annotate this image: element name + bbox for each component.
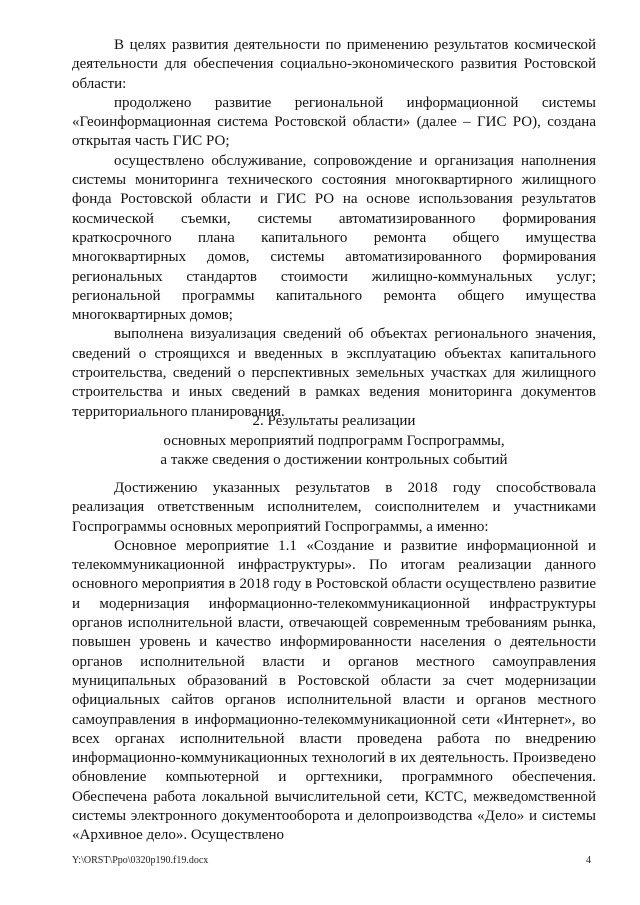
intro-paragraph: продолжено развитие региональной информационной системы «Геоинформационная система Ростовской области» (далее – ГИС РО), создана открытая часть ГИС РО; xyxy=(72,94,596,150)
section-heading-line: основных мероприятий подпрограмм Госпрограммы, xyxy=(163,432,505,449)
section-paragraph: Достижению указанных результатов в 2018 году способствовала реализация ответственным исполнителем, соисполнителем и участниками Госпрограммы основных мероприятий Госпрограммы, а именно: xyxy=(72,480,596,535)
footer-page-number: 4 xyxy=(586,855,591,866)
section-text-block xyxy=(72,479,596,846)
intro-text-block xyxy=(72,36,596,422)
section-heading xyxy=(72,412,596,471)
intro-paragraph: осуществлено обслуживание, сопровождение и организация наполнения системы мониторинга технического состояния многоквартирного жилищного фонда Ростовской области и ГИС РО на основе использования результатов космической съемки, системы автоматизированного формирования краткосрочного плана капитального ремонта общего имущества многоквартирных домов, системы автоматизированного формирования региональных стандартов стоимости жилищно-коммунальных услуг; региональной программы капитального ремонта общего имущества многоквартирных домов; xyxy=(72,152,596,324)
intro-paragraph: выполнена визуализация сведений об объектах регионального значения, сведений о строящихся и введенных в эксплуатацию объектах капитального строительства, сведений о перспективных земельных участках для жилищного строительства и иных сведений в рамках ведения мониторинга документов территориального планирования. xyxy=(72,326,596,420)
intro-paragraph: В целях развития деятельности по применению результатов космической деятельности для обеспечения социально-экономического развития Ростовской области: xyxy=(72,37,596,92)
footer-file-path: Y:\ORST\Ppo\0320p190.f19.docx xyxy=(72,855,209,866)
section-paragraph: Основное мероприятие 1.1 «Создание и развитие информационной и телекоммуникационной инфраструктуры». По итогам реализации данного основного мероприятия в 2018 году в Ростовской области осуществлено развитие и модернизация информационно-телекоммуникационной инфраструктуры органов исполнительной власти, отвечающей современным требованиям рынка, повышен уровень и качество информированности населения о деятельности органов исполнительной власти и органов местного самоуправления муниципальных образований в Ростовской области за счет модернизации официальных сайтов органов исполнительной власти и органов местного самоуправления в информационно-телекоммуникационной сети «Интернет», во всех органах исполнительной власти проведена работа по внедрению информационно-коммуникационных технологий в их деятельность. Произведено обновление компьютерной и оргтехники, программного обеспечения. Обеспечена работа локальной вычислительной сети, КСТС, межведомственной системы электронного документооборота и делопроизводства «Дело» и системы «Архивное дело». Осуществлено xyxy=(72,537,596,844)
section-heading-line: а также сведения о достижении контрольных событий xyxy=(160,452,508,468)
section-heading-line: 2. Результаты реализации xyxy=(252,413,416,429)
